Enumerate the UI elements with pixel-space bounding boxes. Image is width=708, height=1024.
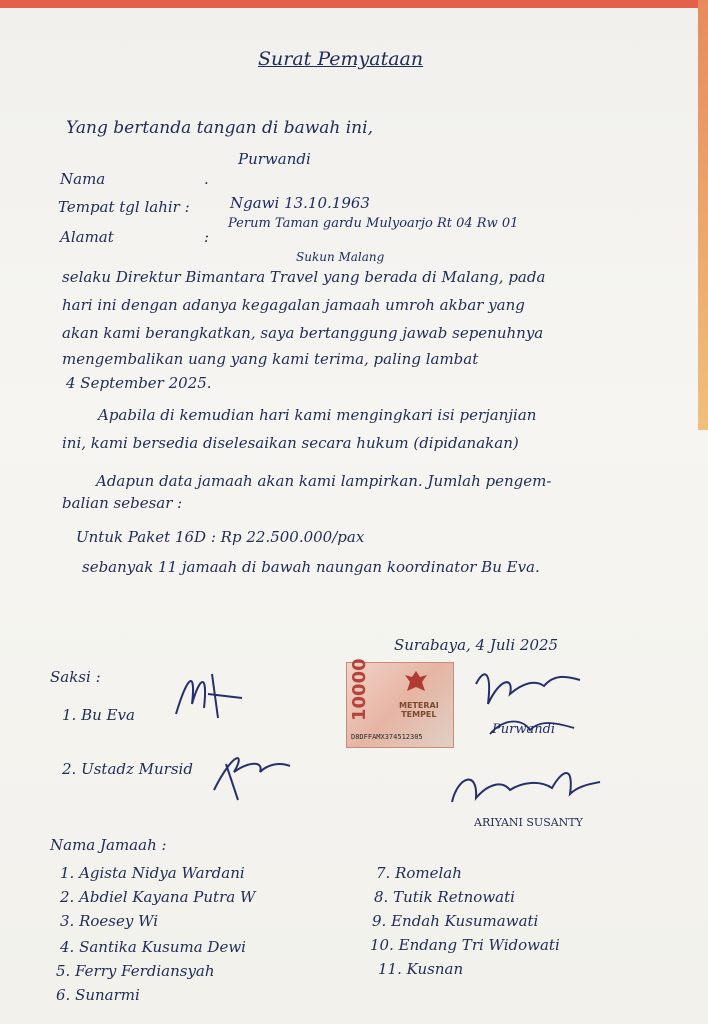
jamaah-item: 8. Tutik Retnowati <box>374 888 515 906</box>
nama-value: Purwandi <box>238 150 311 168</box>
jamaah-item: 3. Roesey Wi <box>60 912 159 930</box>
stamp-label-line1: METERAI <box>399 701 439 710</box>
nama-separator: . <box>204 170 209 188</box>
witness-2-signature <box>204 742 296 802</box>
nama-label: Nama <box>60 170 106 188</box>
jamaah-item: 6. Sunarmi <box>56 986 140 1004</box>
witness-1: 1. Bu Eva <box>62 706 135 724</box>
para3-line-2: balian sebesar : <box>62 494 183 512</box>
alamat-value-line2: Sukun Malang <box>296 250 385 264</box>
alamat-value-line1: Perum Taman gardu Mulyoarjo Rt 04 Rw 01 <box>228 216 519 231</box>
witness-2: 2. Ustadz Mursid <box>62 760 193 778</box>
ttl-value: Ngawi 13.10.1963 <box>230 194 370 212</box>
jamaah-item: 11. Kusnan <box>378 960 464 978</box>
ttl-label: Tempat tgl lahir : <box>58 198 190 216</box>
document-title: Surat Pemyataan <box>258 48 424 70</box>
body-line-3: akan kami berangkatkan, saya bertanggung jawab sepenuhnya <box>62 324 544 342</box>
paper-edge-top <box>0 0 708 8</box>
duty-stamp <box>346 658 454 748</box>
signature-2 <box>444 758 604 822</box>
intro-line: Yang bertanda tangan di bawah ini, <box>66 118 373 138</box>
signatory-1-name: Purwandi <box>492 722 556 737</box>
stamp-serial: D8DFFAMX374512305 <box>351 733 423 741</box>
para3-line-1: Adapun data jamaah akan kami lampirkan. Jumlah pengem- <box>96 472 552 490</box>
stamp-value: 10000 <box>349 658 370 721</box>
paket-line: Untuk Paket 16D : Rp 22.500.000/pax <box>76 528 365 546</box>
jamaah-item: 10. Endang Tri Widowati <box>370 936 560 954</box>
jamaah-count-line: sebanyak 11 jamaah di bawah naungan koordinator Bu Eva. <box>82 558 540 576</box>
place-date: Surabaya, 4 Juli 2025 <box>394 636 559 654</box>
signatory-2-name: ARIYANI SUSANTY <box>474 816 583 829</box>
witness-1-signature <box>170 664 250 724</box>
body-line-1: selaku Direktur Bimantara Travel yang berada di Malang, pada <box>62 268 546 286</box>
body-line-5: 4 September 2025. <box>66 374 212 392</box>
jamaah-item: 1. Agista Nidya Wardani <box>60 864 245 882</box>
body-line-2: hari ini dengan adanya kegagalan jamaah umroh akbar yang <box>62 296 525 314</box>
stamp-label-line2: TEMPEL <box>401 710 437 719</box>
jamaah-item: 2. Abdiel Kayana Putra W <box>60 888 256 906</box>
jamaah-label: Nama Jamaah : <box>50 836 167 854</box>
para2-line-2: ini, kami bersedia diselesaikan secara hukum (dipidanakan) <box>62 434 519 452</box>
alamat-separator: : <box>204 228 210 246</box>
witness-label: Saksi : <box>50 668 101 686</box>
paper-edge-right <box>698 0 708 430</box>
jamaah-item: 7. Romelah <box>376 864 462 882</box>
signature-1 <box>470 664 590 754</box>
body-line-4: mengembalikan uang yang kami terima, paling lambat <box>62 350 479 368</box>
jamaah-item: 4. Santika Kusuma Dewi <box>60 938 246 956</box>
jamaah-item: 5. Ferry Ferdiansyah <box>56 962 215 980</box>
garuda-emblem-icon <box>403 669 429 697</box>
jamaah-item: 9. Endah Kusumawati <box>372 912 539 930</box>
alamat-label: Alamat <box>60 228 114 246</box>
para2-line-1: Apabila di kemudian hari kami mengingkari isi perjanjian <box>98 406 537 424</box>
